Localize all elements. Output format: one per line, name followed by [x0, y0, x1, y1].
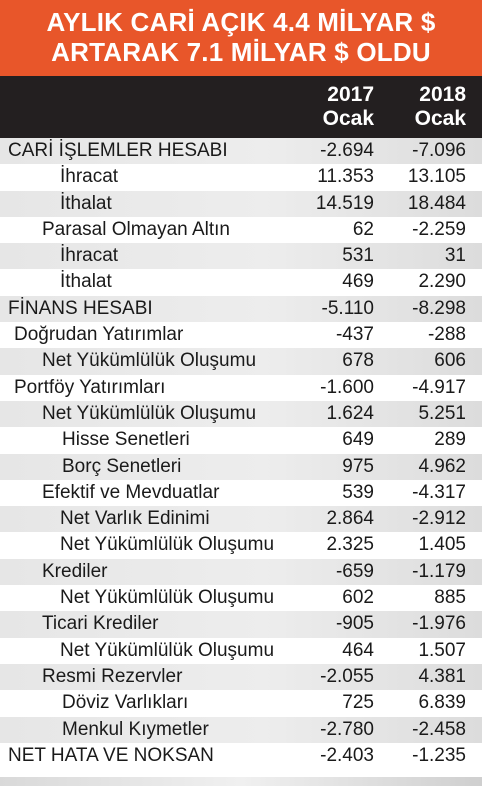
row-value-2018: -2.912: [412, 508, 466, 530]
row-value-2018: -288: [427, 324, 466, 346]
row-value-2017: 14.519: [315, 192, 374, 214]
row-label: Net Yükümlülük Oluşumu: [60, 639, 275, 661]
table-row: [0, 690, 482, 716]
row-value-2017: -905: [335, 613, 374, 635]
row-value-2017: 2.325: [326, 534, 374, 556]
row-value-2018: -1.179: [412, 560, 466, 582]
column-header-2017-month: Ocak: [322, 107, 374, 130]
row-label: İhracat: [60, 245, 119, 267]
table-row: [0, 296, 482, 322]
row-value-2018: 2.290: [418, 271, 466, 293]
row-label: NET HATA VE NOKSAN: [8, 744, 214, 766]
row-value-2017: -1.600: [320, 376, 374, 398]
table-row: [0, 401, 482, 427]
row-value-2018: -2.259: [412, 218, 466, 240]
row-value-2017: -2.403: [320, 744, 374, 766]
row-value-2018: -8.298: [412, 297, 466, 319]
row-label: Portföy Yatırımları: [14, 376, 166, 398]
table-row: [0, 348, 482, 374]
row-value-2018: 1.405: [418, 534, 466, 556]
table-row: [0, 717, 482, 743]
column-header-2017: [304, 83, 374, 131]
row-label: Borç Senetleri: [62, 455, 182, 477]
row-value-2018: 6.839: [418, 692, 466, 714]
row-value-2018: 4.381: [418, 665, 466, 687]
table-row: [0, 611, 482, 637]
row-label: Resmi Rezervler: [42, 665, 183, 687]
table-header: [0, 76, 482, 138]
row-value-2018: -4.917: [412, 376, 466, 398]
column-header-2017-year: 2017: [327, 83, 374, 106]
row-label: Hisse Senetleri: [62, 429, 190, 451]
row-value-2017: -5.110: [321, 297, 374, 319]
row-value-2018: 1.507: [418, 639, 466, 661]
table-row: [0, 138, 482, 164]
row-value-2017: 469: [342, 271, 374, 293]
row-value-2018: 606: [434, 350, 466, 372]
table-row: [0, 217, 482, 243]
row-value-2018: 289: [434, 429, 466, 451]
row-value-2018: 31: [444, 245, 466, 267]
row-value-2017: 678: [342, 350, 374, 372]
row-value-2017: 1.624: [326, 402, 374, 424]
row-label: İthalat: [60, 192, 112, 214]
table-row: [0, 532, 482, 558]
row-label: Net Varlık Edinimi: [60, 508, 210, 530]
row-value-2017: 975: [342, 455, 374, 477]
table-row: [0, 375, 482, 401]
title-line-2: ARTARAK 7.1 MİLYAR $ OLDU: [51, 37, 431, 67]
row-value-2018: 885: [434, 587, 466, 609]
row-value-2017: -2.780: [320, 718, 374, 740]
row-value-2017: 11.353: [317, 166, 374, 188]
row-value-2017: -437: [335, 324, 374, 346]
row-label: Doğrudan Yatırımlar: [14, 324, 184, 346]
column-header-2018-month: Ocak: [414, 107, 466, 130]
row-value-2018: 13.105: [407, 166, 466, 188]
row-label: Döviz Varlıkları: [62, 692, 189, 714]
row-label: Ticari Krediler: [42, 613, 159, 635]
row-label: İthalat: [60, 271, 112, 293]
row-value-2017: 539: [342, 481, 374, 503]
table-row: [0, 638, 482, 664]
table-row: [0, 664, 482, 690]
row-value-2018: -2.458: [412, 718, 466, 740]
row-label: İhracat: [60, 166, 119, 188]
row-value-2017: 531: [342, 245, 374, 267]
row-value-2017: -2.694: [320, 140, 374, 161]
row-label: Krediler: [42, 560, 108, 582]
title-banner: [0, 0, 482, 76]
row-value-2017: 2.864: [326, 508, 374, 530]
row-value-2017: 725: [342, 692, 374, 714]
row-label: Net Yükümlülük Oluşumu: [42, 402, 257, 424]
row-value-2017: 464: [342, 639, 374, 661]
row-value-2018: 4.962: [418, 455, 466, 477]
row-label: Net Yükümlülük Oluşumu: [60, 587, 275, 609]
row-label: CARİ İŞLEMLER HESABI: [8, 140, 228, 161]
table-row: [0, 243, 482, 269]
row-value-2017: 62: [352, 218, 374, 240]
table-row: [0, 269, 482, 295]
row-label: FİNANS HESABI: [8, 297, 153, 319]
table-row: [0, 480, 482, 506]
title-line-1: AYLIK CARİ AÇIK 4.4 MİLYAR $: [46, 7, 436, 37]
table-row: [0, 322, 482, 348]
row-value-2018: -1.976: [412, 613, 466, 635]
row-value-2017: 602: [342, 587, 374, 609]
row-label: Menkul Kıymetler: [62, 718, 209, 740]
table-bottom-strip: [0, 777, 482, 786]
table-row: [0, 191, 482, 217]
row-value-2018: -7.096: [412, 140, 466, 161]
table-row: [0, 585, 482, 611]
table-row: [0, 454, 482, 480]
column-header-2018-year: 2018: [419, 83, 466, 106]
table-row: [0, 164, 482, 190]
row-value-2018: 5.251: [418, 402, 466, 424]
row-value-2017: -2.055: [320, 665, 374, 687]
table-row: [0, 427, 482, 453]
row-label: Parasal Olmayan Altın: [42, 218, 230, 240]
row-label: Efektif ve Mevduatlar: [42, 481, 220, 503]
row-value-2018: -1.235: [412, 744, 466, 766]
row-label: Net Yükümlülük Oluşumu: [42, 350, 257, 372]
table-row: [0, 506, 482, 532]
row-value-2018: -4.317: [412, 481, 466, 503]
row-label: Net Yükümlülük Oluşumu: [60, 534, 275, 556]
table-body: [0, 138, 482, 769]
table-row: [0, 743, 482, 769]
row-value-2017: 649: [342, 429, 374, 451]
row-value-2017: -659: [335, 560, 374, 582]
column-header-2018: [396, 83, 466, 131]
table-row: [0, 559, 482, 585]
row-value-2018: 18.484: [407, 192, 466, 214]
